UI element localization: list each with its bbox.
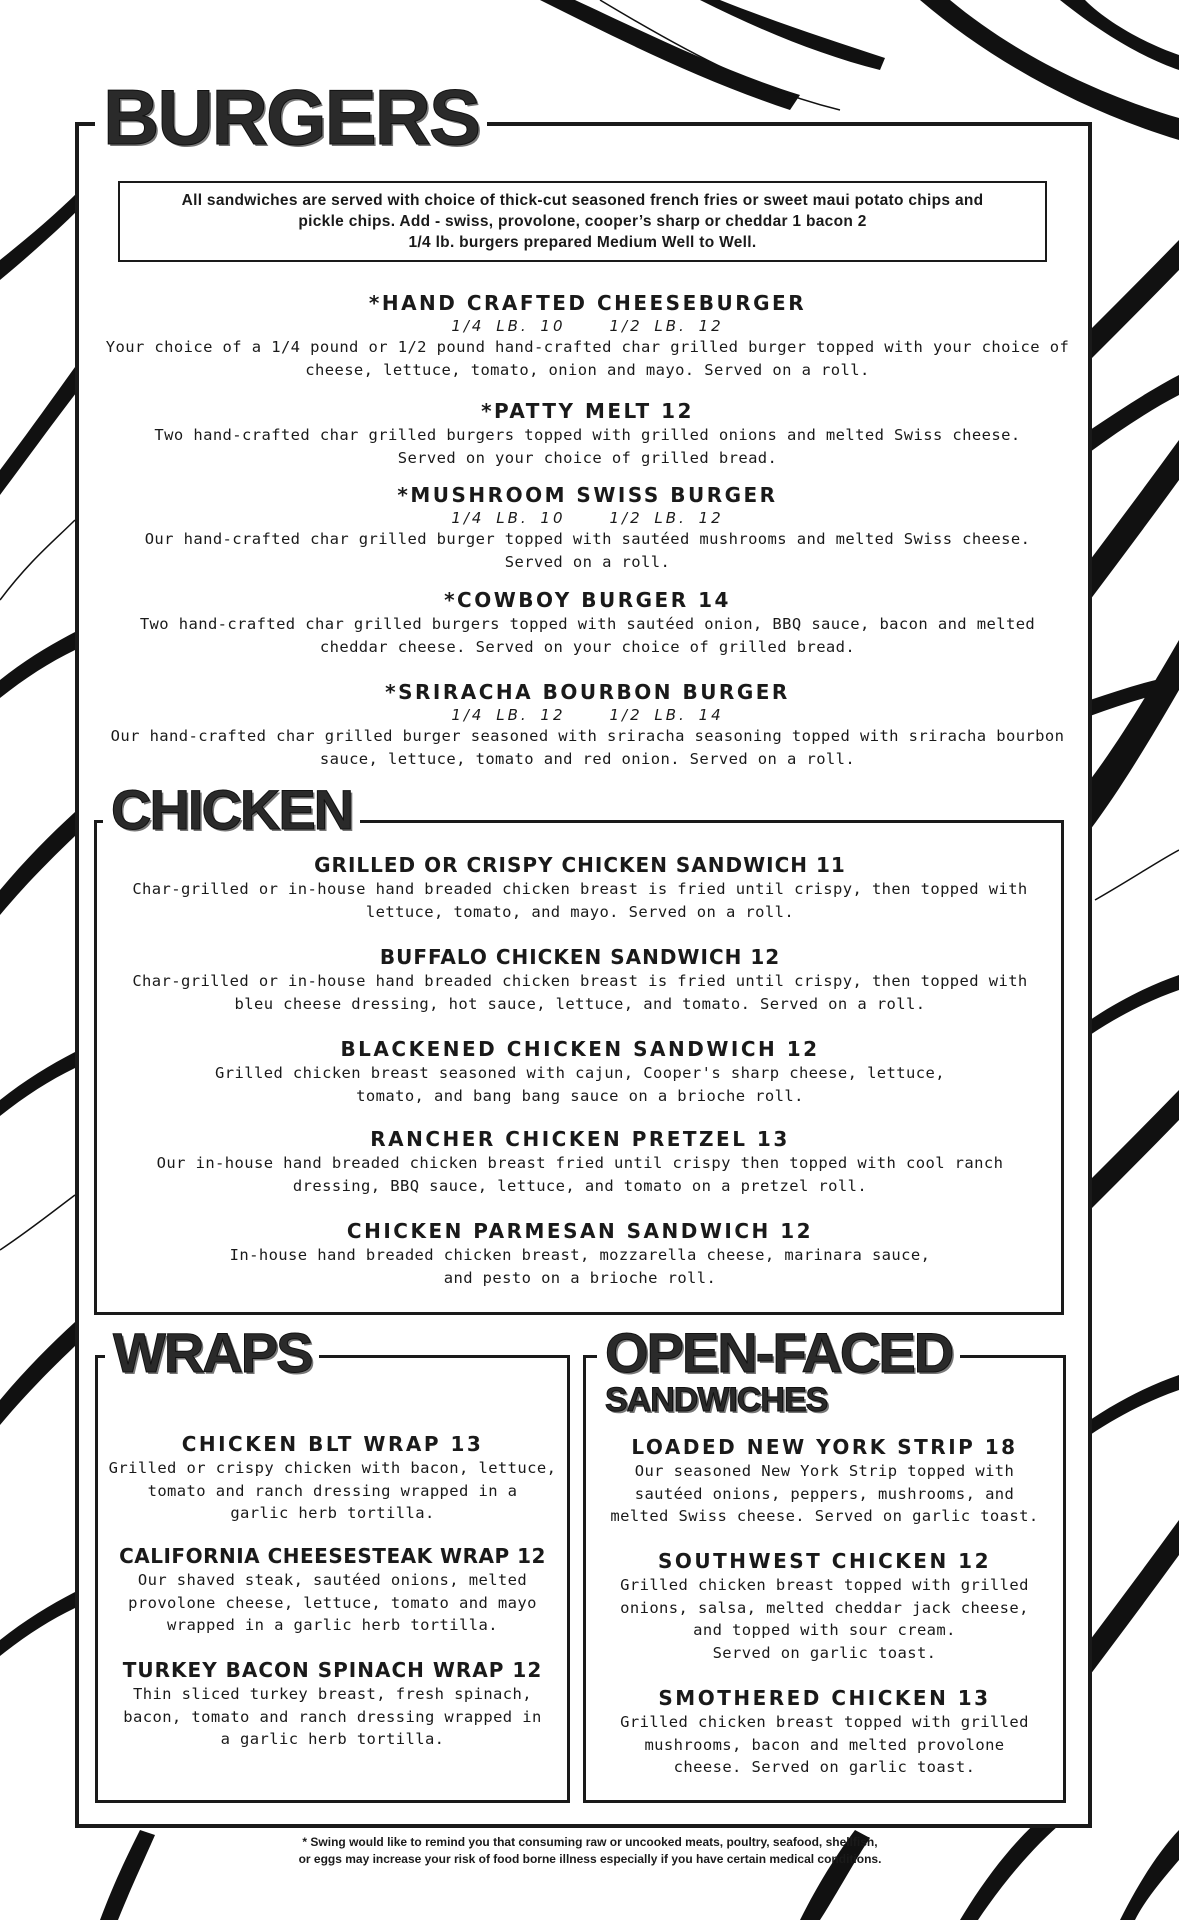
- item-description: Served on your choice of grilled bread.: [397, 448, 778, 467]
- item-title: *COWBOY BURGER 14: [444, 588, 731, 612]
- item-description: melted Swiss cheese. Served on garlic toast.: [610, 1507, 1039, 1525]
- price-quarter: 1/4 LB. 10: [451, 509, 566, 527]
- price-half: 1/2 LB. 12: [609, 317, 724, 335]
- menu-item-sriracha-bourbon: [100, 679, 1075, 770]
- item-description: Our seasoned New York Strip topped with: [634, 1462, 1015, 1480]
- item-description: Your choice of a 1/4 pound or 1/2 pound hand-crafted char grilled burger topped with your choice of: [105, 338, 1070, 356]
- item-description: Served on garlic toast.: [712, 1643, 937, 1662]
- item-title: *PATTY MELT 12: [481, 399, 694, 423]
- item-description: tomato and ranch dressing wrapped in a: [147, 1481, 518, 1500]
- item-title: *HAND CRAFTED CHEESEBURGER: [368, 291, 807, 315]
- menu-item-buffalo-chicken: [110, 944, 1050, 1015]
- item-title: CHICKEN PARMESAN SANDWICH 12: [346, 1219, 814, 1243]
- price-quarter: 1/4 LB. 10: [451, 317, 566, 335]
- item-description: Grilled chicken breast topped with grilled: [620, 1576, 1029, 1594]
- menu-item-cowboy: [100, 587, 1075, 658]
- menu-item-smothered-chicken: [593, 1685, 1056, 1779]
- item-prices: [100, 316, 1075, 336]
- disclaimer-line: * Swing would like to remind you that consuming raw or uncooked meats, poultry, seafood, shellfish,: [302, 1835, 878, 1849]
- item-title: BLACKENED CHICKEN SANDWICH 12: [340, 1037, 820, 1061]
- open-faced-title: OPEN-FACED: [605, 1321, 953, 1384]
- item-description: cheese, lettuce, tomato, onion and mayo. Served on a roll.: [305, 360, 870, 379]
- item-description: garlic herb tortilla.: [230, 1504, 435, 1522]
- item-title: GRILLED OR CRISPY CHICKEN SANDWICH 11: [314, 853, 846, 877]
- item-title: BUFFALO CHICKEN SANDWICH 12: [379, 945, 781, 969]
- item-description: Thin sliced turkey breast, fresh spinach,: [132, 1685, 532, 1703]
- item-title: LOADED NEW YORK STRIP 18: [631, 1435, 1018, 1459]
- item-description: sauce, lettuce, tomato and red onion. Served on a roll.: [319, 749, 856, 768]
- item-description: and pesto on a brioche roll.: [443, 1268, 717, 1287]
- item-title: SOUTHWEST CHICKEN 12: [658, 1549, 991, 1573]
- chicken-heading: CHICKEN: [103, 782, 360, 838]
- item-title: *SRIRACHA BOURBON BURGER: [385, 680, 790, 704]
- item-description: provolone cheese, lettuce, tomato and mayo: [128, 1593, 537, 1612]
- menu-item-blackened-chicken: [110, 1036, 1050, 1107]
- disclaimer-line: or eggs may increase your risk of food borne illness especially if you have certain medical conditions.: [298, 1852, 882, 1866]
- item-title: CALIFORNIA CHEESESTEAK WRAP 12: [119, 1544, 546, 1568]
- item-description: cheese. Served on garlic toast.: [673, 1758, 976, 1776]
- menu-item-cheeseburger: [100, 290, 1075, 381]
- burgers-heading: BURGERS: [95, 78, 487, 156]
- item-description: Served on a roll.: [504, 552, 671, 571]
- item-title: *MUSHROOM SWISS BURGER: [397, 483, 778, 507]
- item-description: In-house hand breaded chicken breast, mozzarella cheese, marinara sauce,: [229, 1246, 931, 1264]
- note-line: 1/4 lb. burgers prepared Medium Well to Well.: [408, 234, 757, 251]
- item-description: cheddar cheese. Served on your choice of grilled bread.: [319, 637, 856, 656]
- item-title: TURKEY BACON SPINACH WRAP 12: [122, 1658, 543, 1682]
- note-line: All sandwiches are served with choice of thick-cut seasoned french fries or sweet maui potato chips and: [181, 192, 984, 209]
- item-description: a garlic herb tortilla.: [220, 1730, 445, 1748]
- item-description: Our hand-crafted char grilled burger topped with sautéed mushrooms and melted Swiss cheese.: [144, 530, 1031, 548]
- item-description: bacon, tomato and ranch dressing wrapped in: [123, 1707, 542, 1726]
- health-disclaimer: [120, 1834, 1060, 1868]
- wraps-heading: WRAPS: [105, 1325, 319, 1381]
- item-description: Grilled chicken breast topped with grilled: [620, 1713, 1029, 1731]
- menu-item-chicken-parmesan: [110, 1218, 1050, 1289]
- item-prices: [100, 508, 1075, 528]
- menu-item-southwest-chicken: [593, 1548, 1056, 1664]
- menu-item-california-cheesesteak-wrap: [105, 1543, 560, 1637]
- menu-item-rancher-chicken: [110, 1126, 1050, 1197]
- open-faced-subtitle: SANDWICHES: [605, 1381, 828, 1419]
- item-description: bleu cheese dressing, hot sauce, lettuce, and tomato. Served on a roll.: [234, 994, 926, 1013]
- item-description: dressing, BBQ sauce, lettuce, and tomato on a pretzel roll.: [292, 1176, 868, 1195]
- menu-item-grilled-crispy-chicken: [110, 852, 1050, 923]
- item-description: sautéed onions, peppers, mushrooms, and: [634, 1484, 1015, 1503]
- item-description: Our hand-crafted char grilled burger seasoned with sriracha seasoning topped with sriracha bourbon: [110, 727, 1065, 745]
- item-description: wrapped in a garlic herb tortilla.: [167, 1616, 498, 1634]
- price-half: 1/2 LB. 14: [609, 706, 724, 724]
- item-description: Char-grilled or in-house hand breaded chicken breast is fried until crispy, then topped with: [132, 972, 1028, 990]
- item-description: Two hand-crafted char grilled burgers topped with sautéed onion, BBQ sauce, bacon and melted: [139, 615, 1036, 633]
- item-description: tomato, and bang bang sauce on a brioche roll.: [356, 1086, 804, 1105]
- item-prices: [100, 705, 1075, 725]
- item-description: Our shaved steak, sautéed onions, melted: [137, 1571, 528, 1589]
- item-description: Char-grilled or in-house hand breaded chicken breast is fried until crispy, then topped with: [132, 880, 1028, 898]
- item-title: RANCHER CHICKEN PRETZEL 13: [370, 1127, 790, 1151]
- serving-note: [118, 181, 1047, 262]
- item-title: SMOTHERED CHICKEN 13: [658, 1686, 991, 1710]
- item-description: Two hand-crafted char grilled burgers topped with grilled onions and melted Swiss cheese.: [154, 426, 1021, 444]
- note-line: pickle chips. Add - swiss, provolone, cooper’s sharp or cheddar 1 bacon 2: [298, 213, 867, 230]
- item-title: CHICKEN BLT WRAP 13: [181, 1432, 484, 1456]
- menu-item-patty-melt: [100, 398, 1075, 469]
- open-faced-heading: [597, 1321, 960, 1419]
- price-half: 1/2 LB. 12: [609, 509, 724, 527]
- item-description: lettuce, tomato, and mayo. Served on a roll.: [365, 902, 795, 921]
- item-description: Our in-house hand breaded chicken breast fried until crispy then topped with cool ranch: [156, 1154, 1004, 1172]
- item-description: and topped with sour cream.: [693, 1621, 956, 1639]
- item-description: Grilled or crispy chicken with bacon, lettuce,: [108, 1459, 557, 1477]
- menu-item-turkey-bacon-wrap: [105, 1657, 560, 1751]
- item-description: Grilled chicken breast seasoned with cajun, Cooper's sharp cheese, lettuce,: [215, 1064, 945, 1082]
- item-description: mushrooms, bacon and melted provolone: [644, 1735, 1005, 1754]
- menu-item-loaded-ny-strip: [593, 1434, 1056, 1528]
- price-quarter: 1/4 LB. 12: [451, 706, 566, 724]
- menu-item-chicken-blt-wrap: [105, 1431, 560, 1525]
- menu-item-mushroom-swiss: [100, 482, 1075, 573]
- item-description: onions, salsa, melted cheddar jack cheese,: [620, 1598, 1029, 1617]
